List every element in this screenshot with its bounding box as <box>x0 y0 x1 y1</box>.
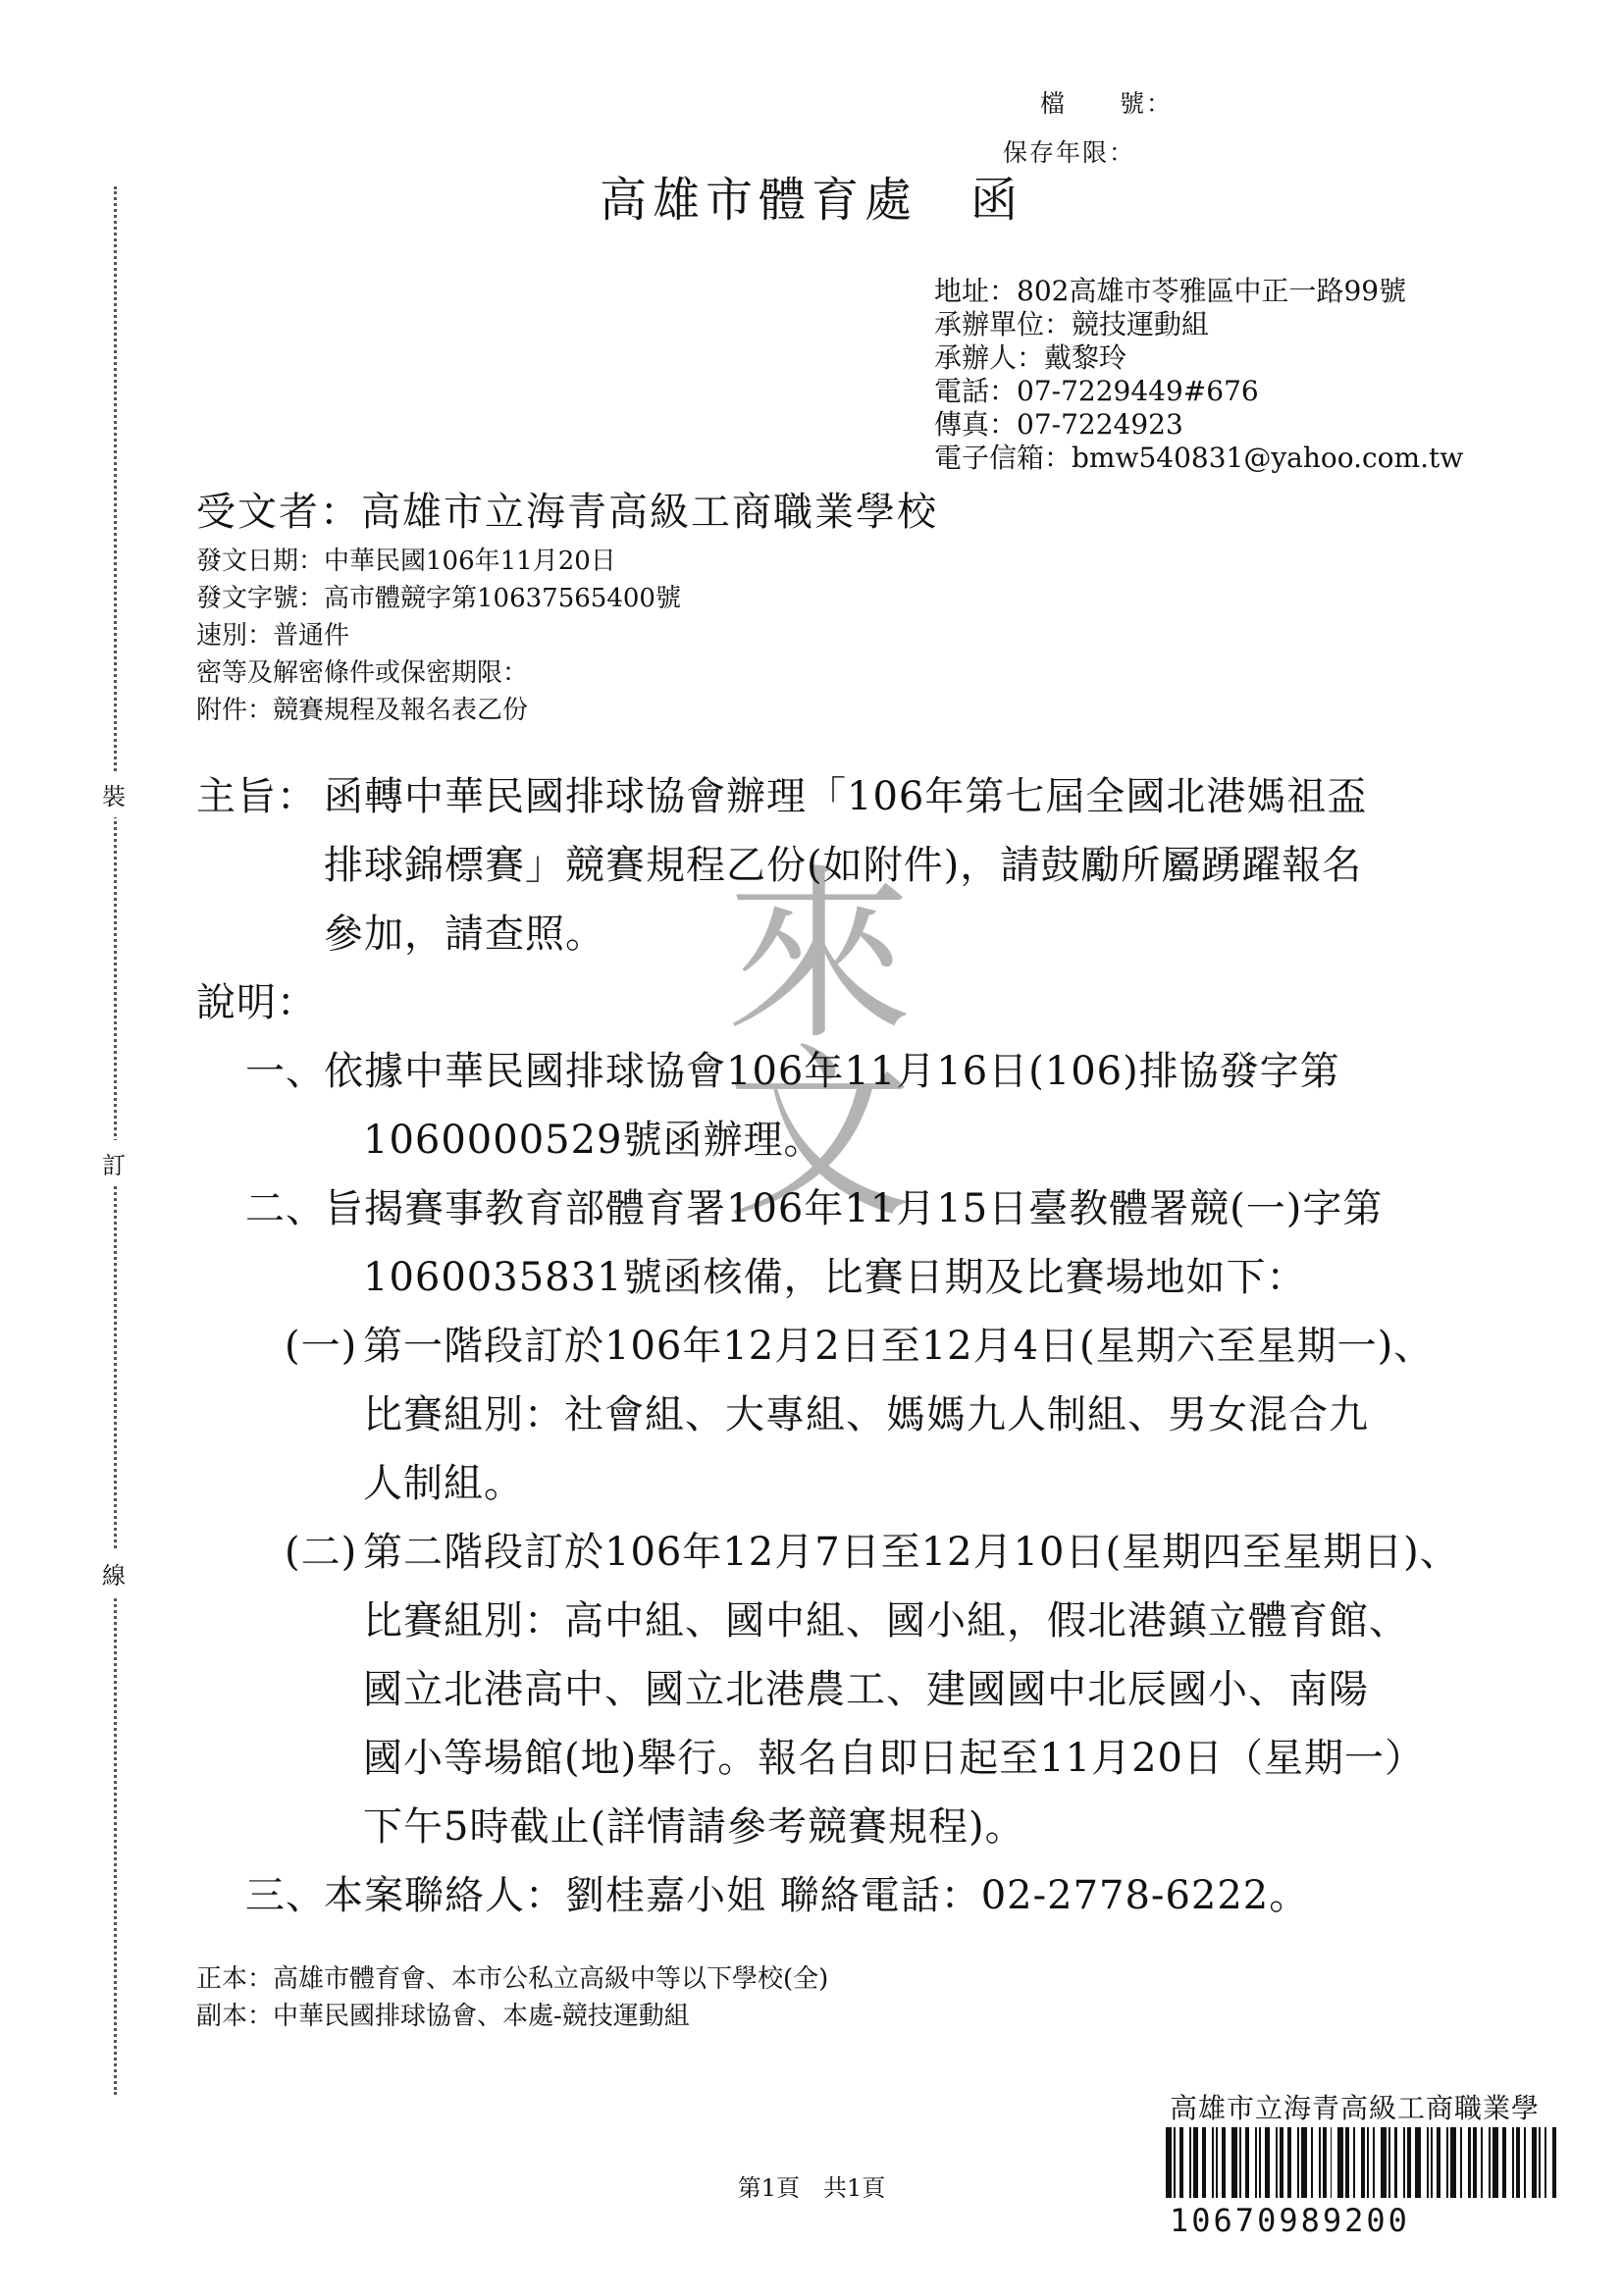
sub2-line-2: 比賽組別：高中組、國中組、國小組，假北港鎮立體育館、 <box>363 1598 1409 1644</box>
item2-marker: 二、 <box>245 1186 326 1231</box>
sender-info-block <box>934 275 1463 475</box>
sub2-line-4: 國小等場館(地)舉行。報名自即日起至11月20日（星期一） <box>363 1736 1426 1781</box>
received-stamp-wen: 文 <box>726 1026 914 1243</box>
received-stamp-lai: 來 <box>726 848 914 1065</box>
issue-date: 發文日期：中華民國106年11月20日 <box>196 547 616 576</box>
confidentiality: 密等及解密條件或保密期限： <box>196 658 529 688</box>
sub2-marker: (二) <box>285 1530 358 1575</box>
item2-line-1: 旨揭賽事教育部體育署106年11月15日臺教體署競(一)字第 <box>324 1186 1384 1231</box>
attachment: 附件：競賽規程及報名表乙份 <box>196 696 529 725</box>
subject-line-1: 函轉中華民國排球協會辦理「106年第七屆全國北港媽祖盃 <box>324 774 1368 819</box>
copies-block <box>196 1960 828 2035</box>
subject-label: 主旨： <box>196 774 317 819</box>
sub2-line-1: 第二階段訂於106年12月7日至12月10日(星期四至星期日)、 <box>363 1530 1460 1575</box>
sub2-line-5: 下午5時截止(詳情請參考競賽規程)。 <box>363 1804 1025 1850</box>
page-footer: 第1頁 共1頁 <box>737 2174 886 2202</box>
item1-line-1: 依據中華民國排球協會106年11月16日(106)排協發字第 <box>324 1049 1340 1094</box>
explanation-label: 說明： <box>196 980 317 1025</box>
sender-handler: 承辦人：戴黎玲 <box>934 341 1127 374</box>
item2-line-2: 1060035831號函核備，比賽日期及比賽場地如下： <box>363 1255 1307 1300</box>
file-number-label: 檔 號： <box>1040 89 1174 118</box>
sub1-line-3: 人制組。 <box>363 1461 524 1506</box>
sender-unit: 承辦單位：競技運動組 <box>934 308 1210 340</box>
subject-line-2: 排球錦標賽」競賽規程乙份(如附件)，請鼓勵所屬踴躍報名 <box>324 843 1363 888</box>
sender-fax: 傳真：07-7224923 <box>934 408 1183 441</box>
sender-email: 電子信箱：bmw540831@yahoo.com.tw <box>934 442 1464 474</box>
document-meta-block <box>196 543 681 729</box>
item1-line-2: 1060000529號函辦理。 <box>363 1118 824 1163</box>
item3-marker: 三、 <box>245 1873 326 1918</box>
sender-phone: 電話：07-7229449#676 <box>934 375 1259 407</box>
sub1-line-2: 比賽組別：社會組、大專組、媽媽九人制組、男女混合九 <box>363 1392 1369 1437</box>
binding-mark-ding: 訂 <box>102 1140 126 1186</box>
receiving-school-label: 高雄市立海青高級工商職業學 <box>1170 2092 1541 2124</box>
item3-line-1: 本案聯絡人：劉桂嘉小姐 聯絡電話：02-2778-6222。 <box>324 1873 1310 1918</box>
original-recipients: 正本：高雄市體育會、本市公私立高級中等以下學校(全) <box>196 1964 829 1994</box>
sub2-line-3: 國立北港高中、國立北港農工、建國國中北辰國小、南陽 <box>363 1667 1369 1712</box>
document-title: 高雄市體育處 函 <box>599 173 1023 228</box>
binding-mark-zhuang: 裝 <box>102 771 126 817</box>
sender-address: 地址：802高雄市苓雅區中正一路99號 <box>934 275 1407 307</box>
sub1-line-1: 第一階段訂於106年12月2日至12月4日(星期六至星期一)、 <box>363 1324 1435 1369</box>
urgency: 速別：普通件 <box>196 621 350 651</box>
subject-line-3: 參加，請查照。 <box>324 912 605 957</box>
retention-period-label: 保存年限： <box>1003 138 1136 167</box>
barcode-number: 10670989200 <box>1170 2202 1410 2239</box>
recipient: 受文者：高雄市立海青高級工商職業學校 <box>196 490 938 535</box>
issue-number: 發文字號：高市體競字第10637565400號 <box>196 584 681 613</box>
item1-marker: 一、 <box>245 1049 326 1094</box>
duplicate-recipients: 副本：中華民國排球協會、本處-競技運動組 <box>196 2002 690 2031</box>
sub1-marker: (一) <box>285 1324 358 1369</box>
binding-mark-xian: 線 <box>102 1550 126 1596</box>
